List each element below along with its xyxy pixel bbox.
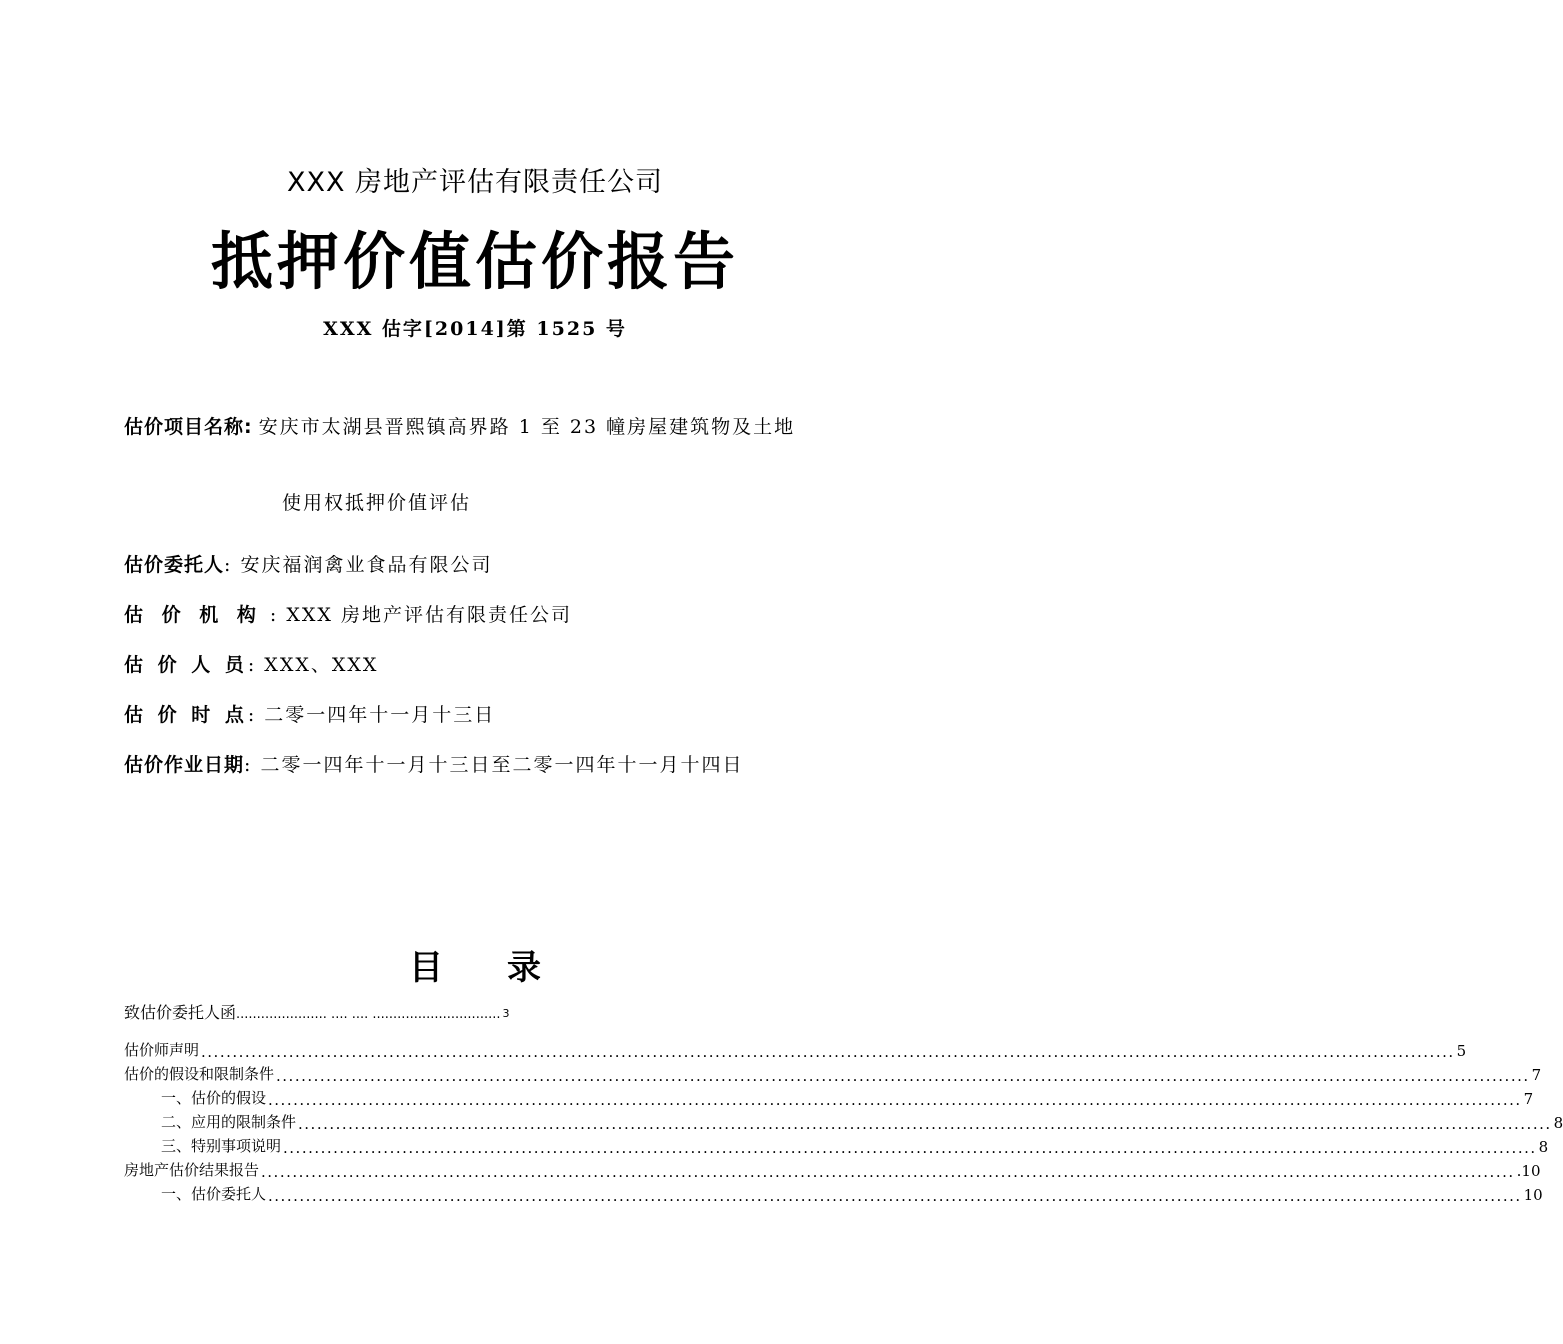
toc-leader-dots: ........................................................................................................................................................................................................: [268, 1187, 1522, 1205]
toc-entry[interactable]: [161, 1086, 1534, 1109]
info-work-date-value: : 二零一四年十一月十三日至二零一四年十一月十四日: [244, 754, 744, 776]
info-work-date-label: 估价作业日期: [124, 754, 245, 776]
info-agency-label: 估 价 机 构: [124, 604, 262, 626]
toc-entry-label: 估价师声明: [124, 1041, 200, 1059]
toc-entry[interactable]: [124, 1062, 1542, 1085]
toc-leader-dots: ........................................................................................................................................................................................................: [261, 1163, 1515, 1181]
toc-entry-label: 一、估价的假设: [161, 1089, 267, 1107]
toc-entry-label: 二、应用的限制条件: [161, 1113, 297, 1131]
toc-leader-dots: ........................................................................................................................................................................................................: [268, 1091, 1522, 1109]
toc-entry[interactable]: [124, 1038, 1467, 1061]
info-appraisers-value: : XXX、XXX: [247, 654, 379, 676]
toc-entry-label: 三、特别事项说明: [161, 1137, 282, 1155]
toc-entry-label: 估价的假设和限制条件: [124, 1065, 275, 1083]
info-project-label: 估价项目名称:: [124, 416, 253, 438]
info-time-point: [124, 700, 495, 727]
toc-entry-page: 7: [1531, 1066, 1542, 1084]
document-number: XXX 估字[2014]第 1525 号: [323, 318, 627, 340]
info-agency-value: : XXX 房地产评估有限责任公司: [261, 604, 572, 626]
info-project-value: 安庆市太湖县晋熙镇高界路 1 至 23 幢房屋建筑物及土地: [258, 416, 796, 438]
toc-entry-page: 5: [1456, 1042, 1467, 1060]
info-work-date: [124, 750, 743, 777]
info-project-continuation: 使用权抵押价值评估: [282, 492, 472, 514]
toc-leader-dots: ........................................................................................................................................................................................................: [201, 1043, 1455, 1061]
toc-title-char-1: 目: [409, 948, 443, 988]
toc-entry-label: 房地产估价结果报告: [124, 1161, 260, 1179]
toc-entry[interactable]: [161, 1110, 1563, 1133]
toc-entry-page: 8: [1553, 1114, 1563, 1132]
toc-entry[interactable]: [161, 1134, 1549, 1157]
info-agency: [124, 600, 572, 627]
report-title: 抵押价值估价报告: [210, 225, 739, 298]
info-appraisers-label: 估 价 人 员: [124, 654, 248, 676]
toc-title-char-2: 录: [507, 948, 541, 988]
info-time-point-value: : 二零一四年十一月十三日: [247, 704, 496, 726]
info-client-label: 估价委托人: [124, 554, 225, 576]
toc-leader-dots: ........................................................................................................................................................................................................: [298, 1115, 1552, 1133]
toc-leader-dots: ........................................................................................................................................................................................................: [283, 1139, 1537, 1157]
info-appraisers: [124, 650, 378, 677]
toc-entry-page: 3: [502, 1007, 510, 1020]
toc-leader-dots: ...................... .... .... ...............................: [236, 1007, 501, 1022]
info-client: [124, 550, 492, 577]
info-project: [124, 412, 795, 439]
info-time-point-label: 估 价 时 点: [124, 704, 248, 726]
toc-entry-page: 10: [1523, 1186, 1543, 1204]
toc-entry-page: 7: [1523, 1090, 1534, 1108]
toc-title: [0, 940, 950, 989]
toc-entry-page: .10: [1516, 1162, 1541, 1180]
toc-entry-label: 一、估价委托人: [161, 1185, 267, 1203]
company-name: XXX 房地产评估有限责任公司: [286, 167, 664, 198]
toc-leader-dots: ........................................................................................................................................................................................................: [276, 1067, 1530, 1085]
toc-entry-page: 8: [1538, 1138, 1549, 1156]
info-client-value: : 安庆福润禽业食品有限公司: [224, 554, 493, 576]
toc-entry-letter[interactable]: [124, 1000, 509, 1023]
toc-entry[interactable]: [124, 1158, 1541, 1181]
toc-entry-label: 致估价委托人函: [124, 1003, 237, 1022]
toc-entry[interactable]: [161, 1182, 1543, 1205]
